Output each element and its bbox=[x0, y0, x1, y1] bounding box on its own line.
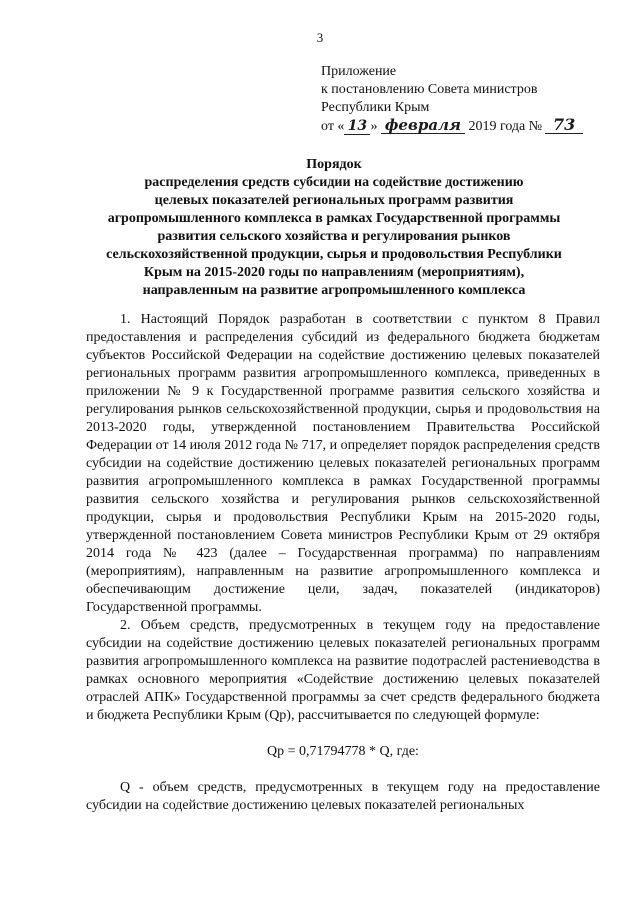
title-line: целевых показателей региональных программ развития bbox=[154, 193, 514, 208]
appendix-resolution: к постановлению Совета министров bbox=[321, 82, 538, 97]
appendix-title: Приложение bbox=[321, 64, 397, 79]
appendix-republic: Республики Крым bbox=[321, 100, 430, 115]
document-body bbox=[86, 311, 600, 815]
date-prefix: от « bbox=[321, 119, 345, 134]
paragraph-2: 2. Объем средств, предусмотренных в текущем году на предоставление субсидии на содействие достижению целевых показателей региональных программ развития агропромышленного комплекса на развитие подотраслей растениеводства в рамках основного мероприятия «Содействие достижению целевых показателей отраслей АПК» Государственной программы за счет средств федерального бюджета и бюджета Республики Крым (Qр), рассчитывается по следующей формуле: bbox=[86, 618, 600, 723]
title-line: развития сельского хозяйства и регулирования рынков bbox=[157, 229, 511, 244]
formula: Qр = 0,71794778 * Q, где: bbox=[267, 744, 419, 759]
title-line: агропромышленного комплекса в рамках Государственной программы bbox=[107, 211, 561, 226]
title-line: Крым на 2015-2020 годы по направлениям (мероприятиям), bbox=[143, 265, 525, 280]
paragraph-1: 1. Настоящий Порядок разработан в соответствии с пунктом 8 Правил предоставления и распределения субсидий из федерального бюджета бюджетам субъектов Российской Федерации на содействие достижению целевых показателей региональных программ развития агропромышленного комплекса, приведенных в приложении № 9 к Государственной программе развития сельского хозяйства и регулирования рынков сельскохозяйственной продукции, сырья и продовольствия на 2013-2020 годы, утвержденной постановлением Правительства Российской Федерации от 14 июля 2012 года № 717, и определяет порядок распределения средств субсидии на содействие достижению целевых показателей региональных программ развития агропромышленного комплекса в рамках Государственной программы развития сельского хозяйства и регулирования рынков сельскохозяйственной продукции, сырья и продовольствия Республики Крым на 2015-2020 годы, утвержденной постановлением Совета министров Республики Крым от 29 октября 2014 года № 423 (далее – Государственная программа) по направлениям (мероприятиям), направленным на развитие агропромышленного комплекса и обеспечивающим достижение цели, задач, показателей (индикаторов) Государственной программы. bbox=[86, 312, 600, 615]
document-title bbox=[60, 156, 608, 300]
handwritten-number: 73 bbox=[545, 117, 583, 134]
page-number: 3 bbox=[316, 30, 324, 45]
handwritten-month: февраля bbox=[381, 117, 465, 134]
handwritten-day: 13 bbox=[344, 118, 370, 135]
appendix-block bbox=[321, 63, 583, 136]
title-line: сельскохозяйственной продукции, сырья и продовольствия Республики bbox=[106, 247, 562, 262]
title-line: Порядок bbox=[306, 157, 362, 172]
title-line: направленным на развитие агропромышленного комплекса bbox=[142, 283, 526, 298]
title-line: распределения средств субсидии на содействие достижению bbox=[144, 175, 524, 190]
appendix-date-line bbox=[321, 117, 583, 136]
paragraph-3: Q - объем средств, предусмотренных в текущем году на предоставление субсидии на содействие достижению целевых показателей региональных bbox=[86, 780, 600, 813]
date-mid: » bbox=[370, 119, 378, 134]
year-text: 2019 года № bbox=[468, 119, 543, 134]
